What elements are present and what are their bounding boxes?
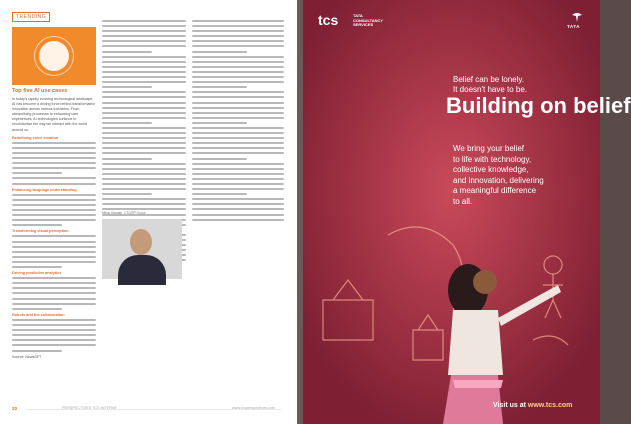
visit-url-link[interactable]: www.tcs.com bbox=[527, 402, 573, 409]
text-line bbox=[12, 162, 96, 164]
ad-illustration bbox=[303, 0, 600, 424]
text-line bbox=[12, 287, 96, 289]
tagline-bottom-line: collective knowledge, bbox=[453, 165, 529, 174]
text-line bbox=[102, 198, 186, 200]
text-line bbox=[102, 81, 186, 83]
article-column-1 bbox=[12, 88, 96, 362]
tcs-name-line2: CONSULTANCY bbox=[353, 17, 384, 23]
text-line bbox=[12, 334, 96, 336]
text-line bbox=[102, 188, 186, 190]
text-line bbox=[102, 173, 186, 175]
text-line bbox=[12, 292, 96, 294]
visit-prefix: Visit us at bbox=[493, 402, 528, 409]
text-line bbox=[102, 122, 152, 124]
text-line bbox=[12, 209, 96, 211]
tcs-name-line3: SERVICES bbox=[353, 22, 374, 27]
text-line bbox=[102, 132, 186, 134]
text-line bbox=[12, 152, 96, 154]
tagline-bottom-line: and innovation, delivering bbox=[453, 175, 544, 185]
article-heading: Top five AI use cases bbox=[12, 88, 68, 94]
text-line bbox=[102, 30, 186, 32]
tagline-bottom-line: a meaningful difference bbox=[453, 186, 537, 195]
text-line bbox=[12, 266, 62, 268]
tata-wordmark: TATA bbox=[567, 24, 580, 29]
text-line bbox=[192, 112, 284, 114]
text-line bbox=[192, 214, 284, 216]
text-line bbox=[12, 235, 96, 237]
text-line bbox=[102, 102, 186, 104]
tcs-logo: tcs bbox=[318, 12, 339, 28]
text-line bbox=[12, 329, 96, 331]
text-line bbox=[192, 203, 284, 205]
text-line bbox=[102, 163, 186, 165]
text-line bbox=[102, 76, 186, 78]
text-line bbox=[12, 142, 96, 144]
right-ad-page bbox=[303, 0, 631, 424]
tagline-bottom-line: We bring your belief bbox=[453, 144, 524, 153]
text-line bbox=[102, 107, 186, 109]
tagline-bottom-line: to all. bbox=[453, 196, 473, 206]
text-line bbox=[12, 204, 96, 206]
text-line bbox=[192, 20, 284, 22]
text-line bbox=[12, 224, 62, 226]
text-line bbox=[192, 188, 284, 190]
text-line bbox=[12, 147, 96, 149]
text-line bbox=[192, 173, 284, 175]
text-line bbox=[102, 127, 186, 129]
text-line bbox=[102, 158, 152, 160]
author-suit bbox=[118, 255, 166, 285]
publication-name: PERSPECTIVES TCS INTERIM bbox=[62, 406, 117, 410]
text-line bbox=[192, 178, 284, 180]
section-heading: Driving predictive analytics bbox=[12, 271, 62, 276]
text-line bbox=[102, 117, 186, 119]
tagline-top bbox=[453, 75, 593, 95]
text-line bbox=[102, 56, 186, 58]
text-line bbox=[12, 256, 96, 258]
text-line bbox=[12, 344, 96, 346]
text-line bbox=[102, 61, 186, 63]
text-line bbox=[192, 219, 284, 221]
hero-image bbox=[12, 27, 96, 85]
text-line bbox=[102, 183, 186, 185]
text-line bbox=[192, 30, 284, 32]
text-line bbox=[102, 91, 186, 93]
text-line bbox=[12, 157, 96, 159]
text-line bbox=[192, 107, 284, 109]
text-line bbox=[192, 71, 284, 73]
tata-logo-icon bbox=[571, 12, 583, 24]
text-line bbox=[12, 194, 96, 196]
section-heading: Redefining voice creation bbox=[12, 135, 59, 140]
section-tag: TRENDING bbox=[12, 12, 50, 22]
text-line bbox=[12, 350, 62, 352]
text-line bbox=[192, 86, 247, 88]
text-line bbox=[12, 261, 96, 263]
text-line bbox=[192, 132, 284, 134]
text-line bbox=[12, 308, 62, 310]
text-line bbox=[192, 163, 284, 165]
tagline-bottom-line: to life with technology, bbox=[453, 154, 532, 164]
text-line bbox=[102, 152, 186, 154]
article-sections bbox=[12, 136, 96, 352]
text-line bbox=[192, 137, 284, 139]
text-line bbox=[192, 96, 284, 98]
text-line bbox=[12, 319, 96, 321]
section-heading: Robots and the collaboration bbox=[12, 312, 65, 317]
text-line bbox=[192, 40, 284, 42]
text-line bbox=[12, 277, 96, 279]
ai-head-icon bbox=[39, 41, 69, 71]
tcs-name-line1: TATA bbox=[353, 13, 363, 18]
text-line bbox=[192, 61, 284, 63]
text-line bbox=[192, 76, 284, 78]
text-line bbox=[102, 40, 186, 42]
text-line bbox=[192, 127, 284, 129]
text-line bbox=[192, 152, 284, 154]
text-line bbox=[102, 51, 152, 53]
section-heading: Transforming visual perception bbox=[12, 229, 69, 234]
ad-headline: Building on belief bbox=[446, 93, 631, 118]
text-line bbox=[102, 178, 186, 180]
text-line bbox=[12, 246, 96, 248]
text-line bbox=[12, 172, 62, 174]
author-photo bbox=[102, 219, 182, 279]
tagline-bottom bbox=[453, 144, 593, 207]
text-line bbox=[12, 251, 96, 253]
text-line bbox=[12, 214, 96, 216]
text-line bbox=[192, 158, 247, 160]
publication-url[interactable]: www.tcsperspectives.com bbox=[232, 406, 276, 410]
visit-cta bbox=[493, 402, 572, 409]
page-number: 20 bbox=[12, 406, 18, 411]
text-line bbox=[192, 56, 284, 58]
text-line bbox=[192, 122, 247, 124]
text-line bbox=[12, 219, 96, 221]
text-line bbox=[102, 193, 152, 195]
text-line bbox=[102, 168, 186, 170]
text-line bbox=[102, 71, 186, 73]
text-line bbox=[12, 177, 96, 179]
text-line bbox=[12, 339, 96, 341]
text-line bbox=[192, 142, 284, 144]
text-line bbox=[102, 96, 186, 98]
tagline-top-line2: It doesn't have to be. bbox=[453, 85, 528, 94]
text-line bbox=[12, 324, 96, 326]
text-line bbox=[192, 208, 284, 210]
text-line bbox=[102, 86, 152, 88]
text-line bbox=[102, 20, 186, 22]
text-line bbox=[102, 142, 186, 144]
text-line bbox=[192, 81, 284, 83]
text-line bbox=[192, 147, 284, 149]
text-line bbox=[102, 137, 186, 139]
text-line bbox=[102, 25, 186, 27]
text-line bbox=[102, 147, 186, 149]
text-line bbox=[192, 183, 284, 185]
author-head bbox=[130, 229, 152, 255]
text-line bbox=[192, 168, 284, 170]
photo-caption: Milind Kamath, CTO/SP Group bbox=[102, 211, 146, 215]
text-line bbox=[192, 45, 284, 47]
text-line bbox=[102, 112, 186, 114]
article-intro: In today's rapidly evolving technological landscape, AI has become a driving force behind transformative innovation across various industries. From streamlining processes to enhancing user experiences, AI technologies continue to revolutionise the way we interact with the world around us. bbox=[12, 97, 96, 132]
text-line bbox=[192, 102, 284, 104]
text-line bbox=[102, 35, 186, 37]
text-line bbox=[12, 303, 96, 305]
article-column-3 bbox=[192, 20, 284, 224]
text-line bbox=[12, 183, 96, 185]
article-source: Source: NewsSFT bbox=[12, 354, 42, 359]
text-line bbox=[12, 167, 96, 169]
text-line bbox=[192, 198, 284, 200]
tcs-name bbox=[353, 14, 383, 28]
text-line bbox=[192, 91, 284, 93]
text-line bbox=[102, 66, 186, 68]
text-line bbox=[102, 203, 186, 205]
text-line bbox=[192, 193, 247, 195]
left-magazine-page bbox=[0, 0, 297, 424]
tagline-top-line1: Belief can be lonely. bbox=[453, 75, 525, 84]
text-line bbox=[192, 66, 284, 68]
text-line bbox=[192, 35, 284, 37]
text-line bbox=[192, 25, 284, 27]
text-line bbox=[12, 282, 96, 284]
text-line bbox=[12, 241, 96, 243]
text-line bbox=[192, 117, 284, 119]
text-line bbox=[102, 45, 186, 47]
text-line bbox=[12, 298, 96, 300]
text-line bbox=[12, 199, 96, 201]
section-heading: Enhancing language understanding bbox=[12, 187, 77, 192]
text-line bbox=[192, 51, 247, 53]
